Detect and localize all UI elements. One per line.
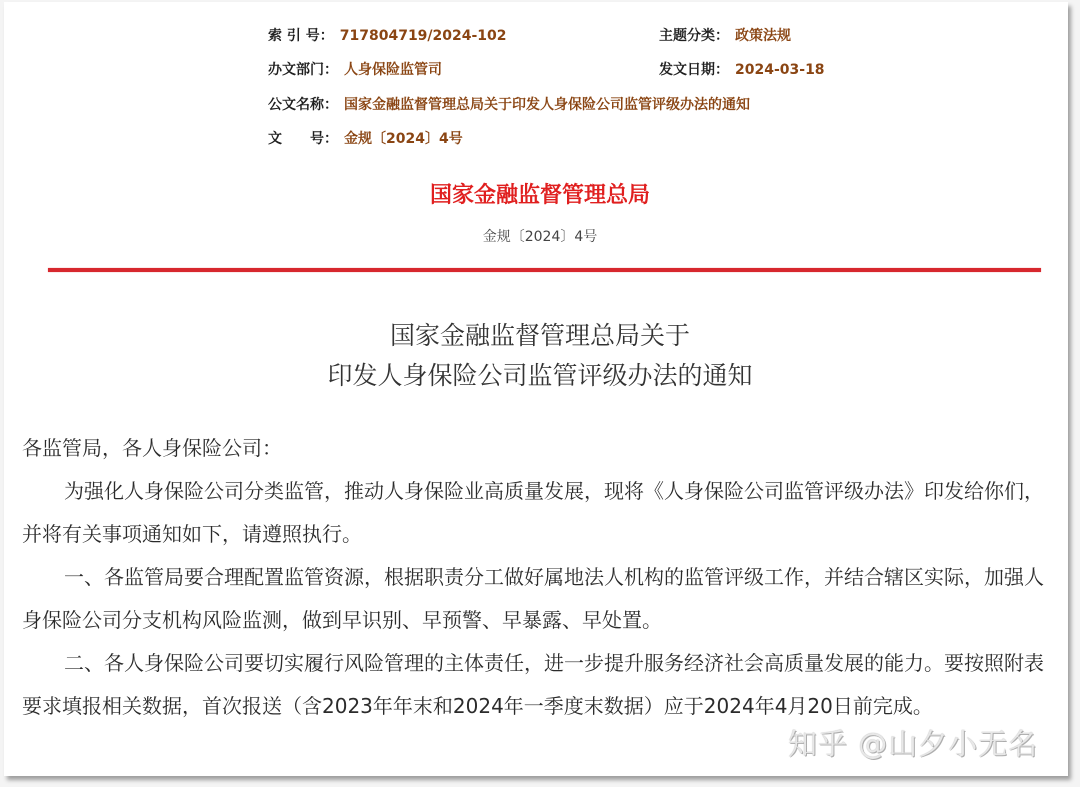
meta-doc-number-value: 金规〔2024〕4号 <box>344 131 463 147</box>
meta-index-value: 717804719/2024-102 <box>339 28 507 44</box>
issuing-org-title: 国家金融监督管理总局 <box>429 183 650 208</box>
salutation: 各监管局，各人身保险公司： <box>22 436 282 460</box>
document-title <box>0 316 1080 396</box>
meta-index-label: 索 引 号： <box>268 28 334 44</box>
meta-doc-number-label: 文 号： <box>268 131 338 147</box>
document-title-line-1: 国家金融监督管理总局关于 <box>389 321 690 350</box>
meta-department <box>268 60 442 80</box>
meta-department-value: 人身保险监管司 <box>344 62 442 78</box>
meta-doc-name <box>268 95 750 115</box>
meta-doc-name-value: 国家金融监督管理总局关于印发人身保险公司监管评级办法的通知 <box>344 97 750 113</box>
meta-doc-name-label: 公文名称： <box>268 97 338 113</box>
meta-index <box>268 26 507 46</box>
meta-department-label: 办文部门： <box>268 62 338 78</box>
body-paragraph-intro: 为强化人身保险公司分类监管，推动人身保险业高质量发展，现将《人身保险公司监管评级办法》印发给你们，并将有关事项通知如下，请遵照执行。 <box>22 479 1044 546</box>
header-doc-number: 金规〔2024〕4号 <box>482 229 598 245</box>
meta-issue-date-label: 发文日期： <box>659 62 729 78</box>
document-title-line-2: 印发人身保险公司监管评级办法的通知 <box>327 361 753 390</box>
body-paragraph-item-2: 二、各人身保险公司要切实履行风险管理的主体责任，进一步提升服务经济社会高质量发展的能力。要按照附表要求填报相关数据，首次报送（含2023年年末和2024年一季度末数据）应于2024年4月20日前完成。 <box>22 651 1044 718</box>
meta-issue-date-value: 2024-03-18 <box>735 62 825 78</box>
zhihu-watermark: 知乎 @山夕小无名 <box>788 727 1039 761</box>
meta-doc-number <box>268 129 463 149</box>
document-body <box>22 427 1052 728</box>
meta-category-label: 主题分类： <box>659 28 729 44</box>
meta-issue-date <box>659 60 825 80</box>
body-paragraph-item-1: 一、各监管局要合理配置监管资源，根据职责分工做好属地法人机构的监管评级工作，并结合辖区实际，加强人身保险公司分支机构风险监测，做到早识别、早预警、早暴露、早处置。 <box>22 565 1044 632</box>
meta-category <box>659 26 791 46</box>
meta-category-value: 政策法规 <box>735 28 791 44</box>
red-divider-rule <box>48 268 1041 272</box>
